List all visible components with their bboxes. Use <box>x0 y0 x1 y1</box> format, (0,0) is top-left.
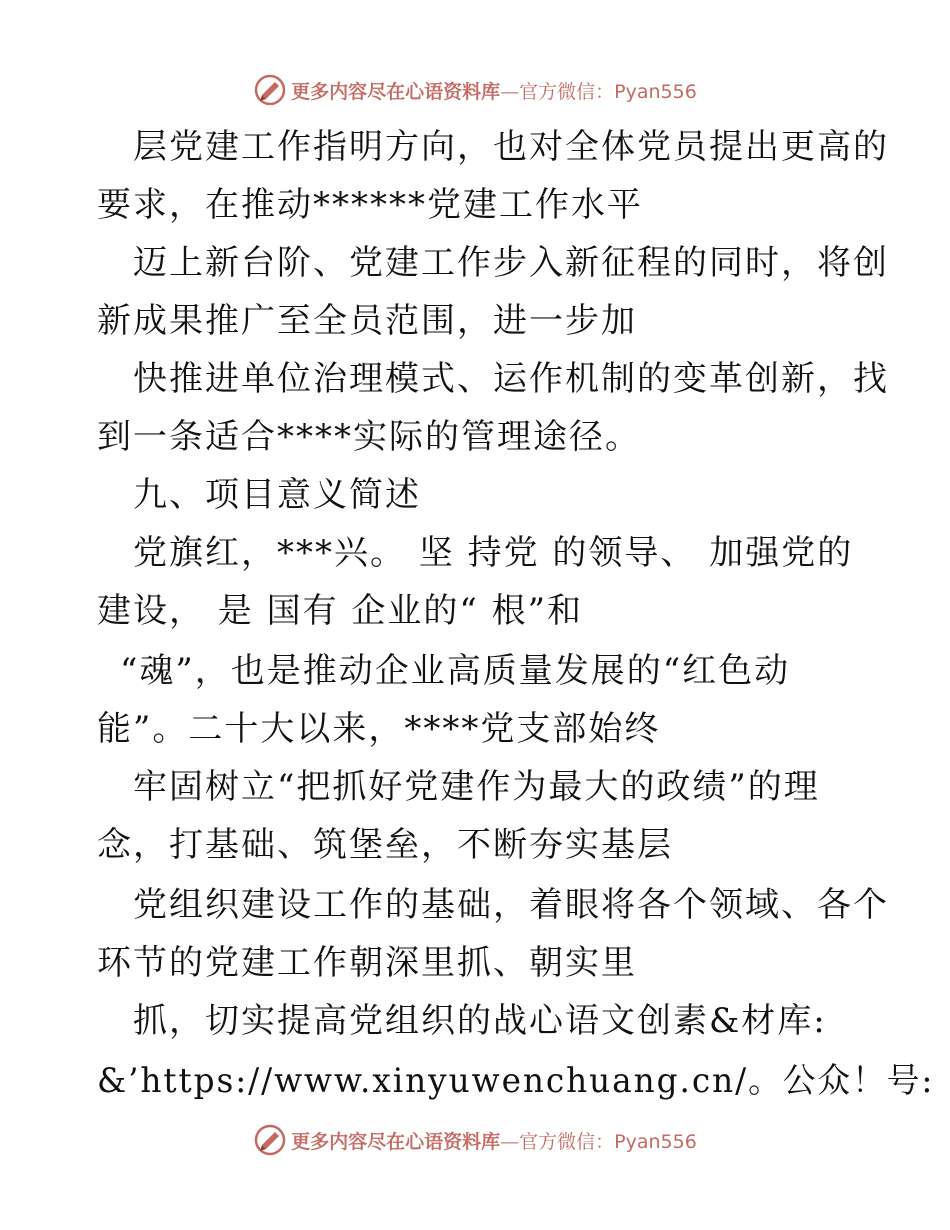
body-line: 层党建工作指明方向，也对全体党员提出更高的 <box>133 127 889 167</box>
body-line: &’https://www.xinyuwenchuang.cn/。公众！号: <box>97 1061 935 1101</box>
body-line: 到一条适合****实际的管理途径。 <box>97 417 641 457</box>
body-line: 能”。二十大以来，****党支部始终 <box>97 709 661 749</box>
body-line: 牢固树立“把抓好党建作为最大的政绩”的理 <box>133 767 820 807</box>
body-line: 环节的党建工作朝深里抓、朝实里 <box>97 943 637 983</box>
header-watermark-banner <box>0 70 950 110</box>
body-line: 党组织建设工作的基础，着眼将各个领域、各个 <box>133 885 889 925</box>
header-banner-wechat: 官方微信：Pyan556 <box>519 80 697 103</box>
body-line: 要求，在推动******党建工作水平 <box>97 185 643 225</box>
footer-banner-wechat: 官方微信：Pyan556 <box>519 1130 697 1153</box>
body-line: “魂”，也是推动企业高质量发展的“红色动 <box>120 651 791 691</box>
body-line: 迈上新台阶、党建工作步入新征程的同时，将创 <box>133 243 889 283</box>
header-banner-separator: — <box>500 80 520 103</box>
body-line: 抓，切实提高党组织的战心语文创素&材库: <box>133 1001 827 1041</box>
body-line: 快推进单位治理模式、运作机制的变革创新，找 <box>133 359 889 399</box>
section-heading: 九、项目意义简述 <box>133 475 421 515</box>
body-line: 新成果推广至全员范围，进一步加 <box>97 301 637 341</box>
brand-logo-icon <box>253 1123 287 1157</box>
body-line: 党旗红，***兴。 坚 持党 的领导、 加强党的 <box>133 533 854 573</box>
footer-banner-text: 更多内容尽在心语资料库 <box>291 1130 501 1153</box>
body-line: 念，打基础、筑堡垒，不断夯实基层 <box>97 825 673 865</box>
header-banner-text: 更多内容尽在心语资料库 <box>291 80 501 103</box>
body-line: 建设， 是 国有 企业的“ 根”和 <box>97 591 583 631</box>
footer-watermark-banner <box>0 1120 950 1160</box>
brand-logo-icon <box>253 73 287 107</box>
footer-banner-separator: — <box>500 1130 520 1153</box>
